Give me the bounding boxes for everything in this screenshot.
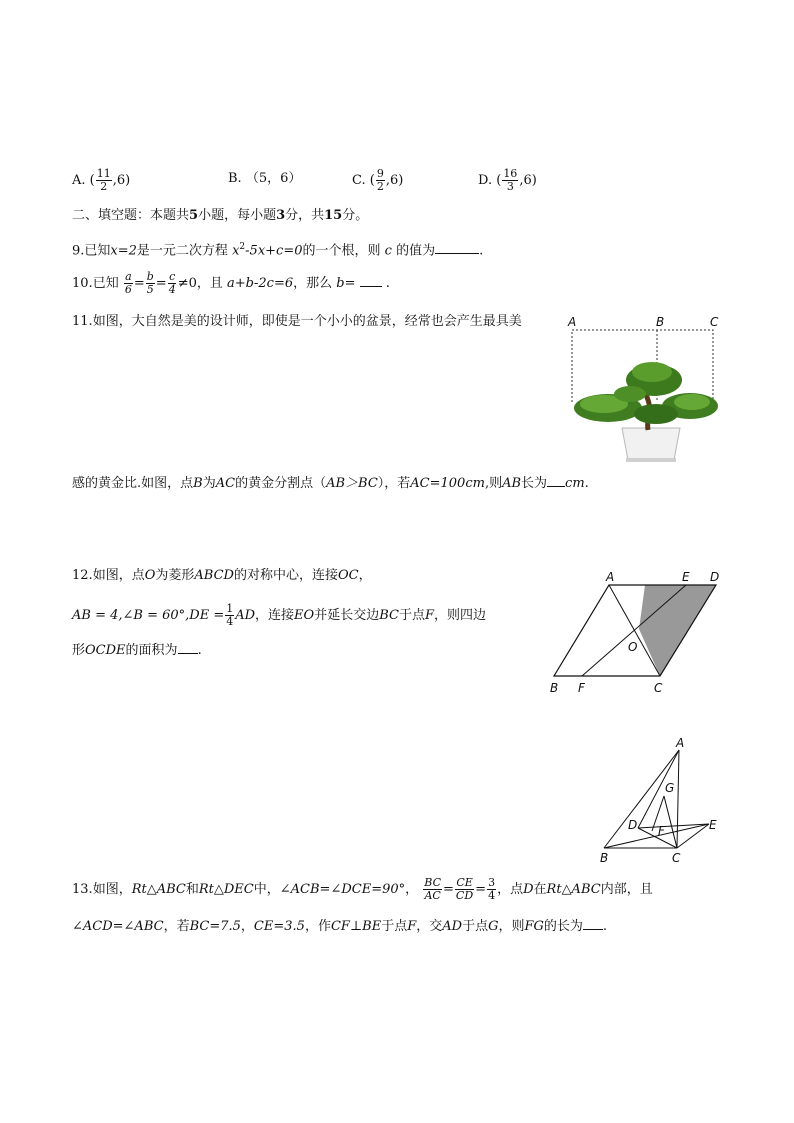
label-c: C — [672, 851, 681, 865]
pot-base — [626, 458, 676, 462]
answer-blank[interactable] — [435, 241, 479, 254]
option-c-fraction: $\frac{9}{2}$ — [376, 167, 384, 193]
label-g: G — [665, 781, 675, 795]
option-b: B. （5，6） — [228, 171, 302, 186]
question-12-line2: AB = 4,∠B = 60°,DE = $\frac{1}{4}$ AD，连接EO并延长交边BC于点F，则四边 — [72, 602, 487, 628]
answer-blank[interactable] — [360, 274, 382, 287]
bonsai-figure — [560, 310, 730, 470]
label-f: F — [658, 824, 665, 838]
option-a-label: A. — [72, 173, 86, 188]
label-c: C — [654, 681, 663, 695]
question-13-line2: ∠ACD=∠ABC，若BC=7.5，CE=3.5，作CF⊥BE于点F，交AD于点G，则FG的长为 . — [72, 919, 608, 934]
label-o: O — [628, 640, 638, 654]
figure-lines — [604, 750, 709, 848]
question-12-line1: 12.如图，点O为菱形ABCD的对称中心，连接OC， — [72, 568, 372, 583]
question-10: 10.已知 $\frac{a}{6}$ = $\frac{b}{5}$ = $\frac{c}{4}$ ≠0，且 a+b-2c=6，那么 b= . — [72, 270, 390, 296]
option-d: D. ( $\frac{16}{3}$ ,6) — [478, 167, 537, 193]
question-12-line3: 形OCDE的面积为 . — [72, 643, 202, 658]
rhombus-figure — [546, 568, 726, 698]
triangle-figure — [594, 735, 724, 867]
question-11-line1: 11.如图，大自然是美的设计师，即使是一个小小的盆景，经常也会产生最具美 — [72, 314, 522, 329]
answer-blank[interactable] — [178, 641, 198, 654]
question-13-line1: 13.如图，Rt△ABC和Rt△DEC中，∠ACB=∠DCE=90°， $\frac{BC}{AC}$ = $\frac{CE}{CD}$ = $\frac{3}{4}$ ，点D在Rt△ABC内部，且 — [72, 876, 653, 902]
label-e: E — [682, 570, 690, 584]
label-a: A — [568, 315, 577, 329]
option-a: A. ( $\frac{11}{2}$ ,6) — [72, 167, 131, 193]
option-d-fraction: $\frac{16}{3}$ — [503, 167, 518, 193]
foliage-icon — [574, 362, 718, 424]
shaded-region — [639, 585, 716, 676]
label-c: C — [710, 315, 719, 329]
option-c: C. ( $\frac{9}{2}$ ,6) — [352, 167, 404, 193]
label-f: F — [578, 681, 585, 695]
section-heading: 二、填空题：本题共5小题，每小题3分，共15分。 — [72, 208, 369, 223]
answer-blank[interactable] — [547, 474, 565, 487]
answer-blank[interactable] — [583, 917, 603, 930]
label-d: D — [710, 570, 720, 584]
label-a: A — [606, 570, 615, 584]
pot-icon — [622, 428, 680, 460]
label-b: B — [550, 681, 559, 695]
label-a: A — [676, 736, 685, 750]
label-b: B — [656, 315, 665, 329]
label-e: E — [709, 818, 717, 832]
option-a-fraction: $\frac{11}{2}$ — [96, 167, 111, 193]
question-9: 9.已知x=2是一元二次方程 $x^2-5x+c=0$的一个根，则 c 的值为 . — [72, 242, 484, 259]
label-d: D — [628, 818, 638, 832]
question-11-line2: 感的黄金比.如图，点B为AC的黄金分割点（AB＞BC），若AC=100cm,则AB长为 cm. — [72, 476, 589, 491]
label-b: B — [600, 851, 609, 865]
